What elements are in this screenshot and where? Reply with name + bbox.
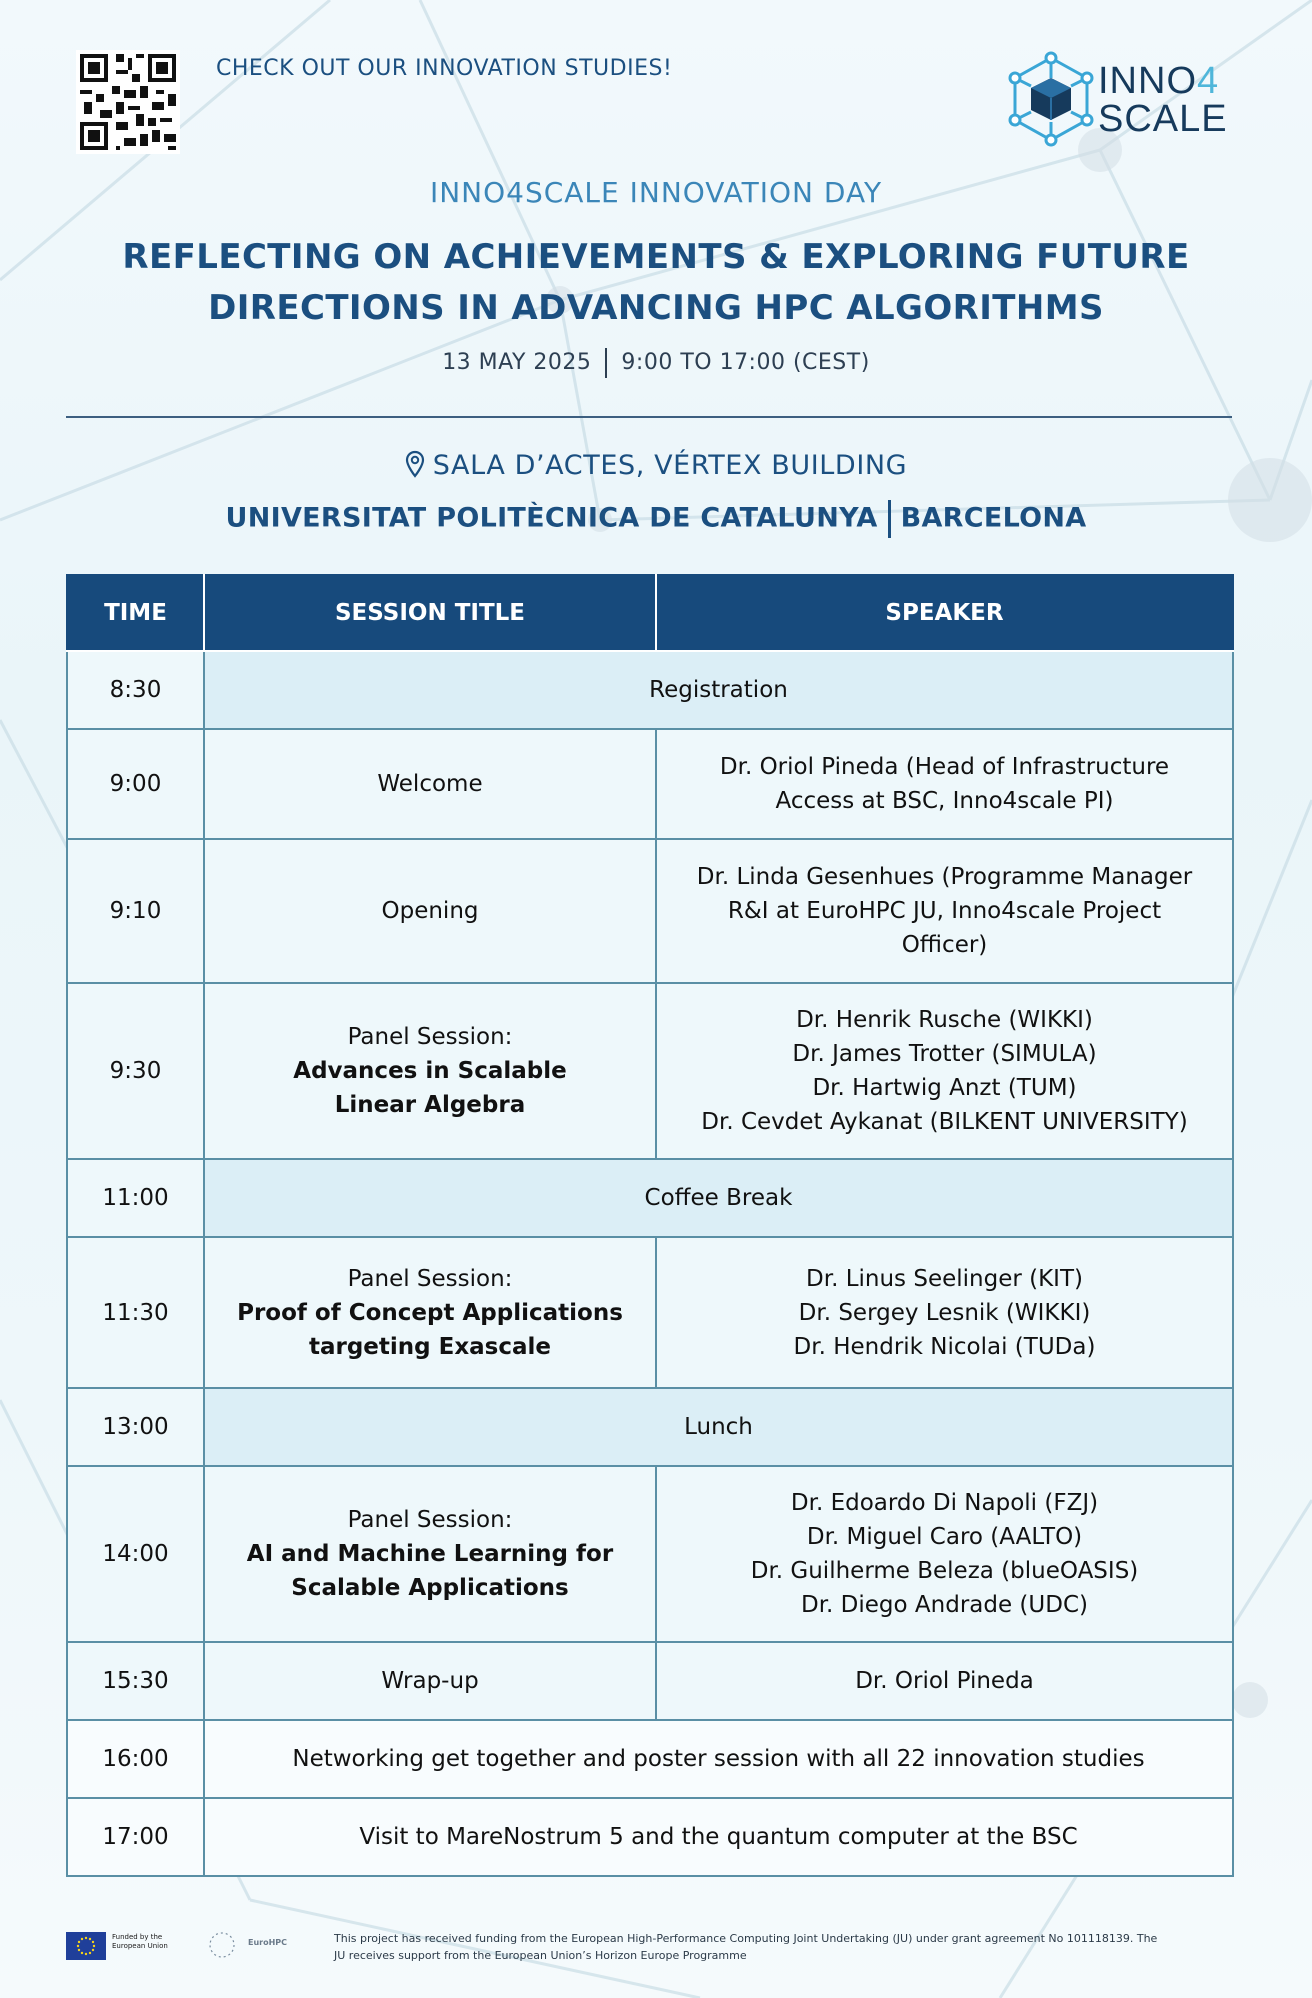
speaker-line: Dr. Miguel Caro (AALTO) <box>806 1524 1083 1550</box>
row-speakers <box>656 839 1233 983</box>
institution-name: UNIVERSITAT POLITÈCNICA DE CATALUNYA <box>225 502 878 534</box>
session-title-line: Proof of Concept Applications <box>237 1299 623 1326</box>
header-speaker: SPEAKER <box>656 575 1233 651</box>
row-time: 14:00 <box>67 1466 204 1642</box>
agenda-row <box>67 839 1233 983</box>
row-time: 8:30 <box>67 651 204 729</box>
session-title-line: AI and Machine Learning for <box>246 1541 614 1567</box>
session-title-line: targeting Exascale <box>308 1333 552 1360</box>
row-speakers <box>656 729 1233 839</box>
agenda-header-row <box>67 575 1233 651</box>
row-session <box>204 1237 656 1388</box>
speaker-line: Dr. Diego Andrade (UDC) <box>801 1592 1088 1618</box>
event-title-line-1: REFLECTING ON ACHIEVEMENTS & EXPLORING FUTURE <box>122 237 1190 277</box>
speaker-line: Dr. Hendrik Nicolai (TUDa) <box>793 1333 1096 1360</box>
funding-line: This project has received funding from the European High-Performance Computing Joint Undertaking (JU) under grant agreement No 101118139. The <box>334 1932 1158 1945</box>
row-speakers <box>656 1642 1233 1720</box>
row-session: Registration <box>204 651 1233 729</box>
logo-word-scale: SCALE <box>1098 98 1228 140</box>
session-title-line: Scalable Applications <box>291 1575 569 1601</box>
funding-line: JU receives support from the European Union’s Horizon Europe Programme <box>334 1949 747 1962</box>
row-time: 17:00 <box>67 1798 204 1876</box>
row-time: 11:00 <box>67 1159 204 1237</box>
speaker-line: R&I at EuroHPC JU, Inno4scale Project <box>727 898 1162 924</box>
speaker-line: Dr. Guilherme Beleza (blueOASIS) <box>750 1558 1139 1584</box>
row-time: 13:00 <box>67 1388 204 1466</box>
logo-wordmark <box>1098 62 1228 138</box>
speaker-line: Dr. Sergey Lesnik (WIKKI) <box>798 1299 1091 1326</box>
institution-line <box>0 500 1312 538</box>
agenda-table <box>66 574 1234 1877</box>
separator <box>888 500 891 538</box>
speaker-line: Dr. Linus Seelinger (KIT) <box>806 1265 1083 1292</box>
venue-line <box>0 450 1312 481</box>
row-session: Lunch <box>204 1388 1233 1466</box>
speaker-line: Dr. Henrik Rusche (WIKKI) <box>796 1007 1093 1033</box>
separator <box>605 348 607 378</box>
agenda-row <box>67 1466 1233 1642</box>
promo-text[interactable]: CHECK OUT OUR INNOVATION STUDIES! <box>216 56 673 81</box>
row-time: 15:30 <box>67 1642 204 1720</box>
row-time: 9:10 <box>67 839 204 983</box>
row-speakers <box>656 983 1233 1159</box>
row-session: Opening <box>204 839 656 983</box>
row-session <box>204 983 656 1159</box>
eurohpc-label: EuroHPC <box>248 1938 288 1947</box>
row-session <box>204 1466 656 1642</box>
row-session: Welcome <box>204 729 656 839</box>
row-time: 9:00 <box>67 729 204 839</box>
session-title-line: Linear Algebra <box>334 1092 526 1118</box>
agenda-row <box>67 651 1233 729</box>
speaker-line: Dr. Cevdet Aykanat (BILKENT UNIVERSITY) <box>701 1109 1188 1135</box>
row-session: Networking get together and poster session with all 22 innovation studies <box>204 1720 1233 1798</box>
qr-code-icon[interactable] <box>76 50 180 154</box>
eu-flag-icon <box>66 1932 106 1960</box>
speaker-line: Access at BSC, Inno4scale PI) <box>775 788 1114 814</box>
event-title-line-2: DIRECTIONS IN ADVANCING HPC ALGORITHMS <box>208 288 1104 328</box>
agenda-row <box>67 729 1233 839</box>
event-title <box>100 232 1212 334</box>
row-time: 11:30 <box>67 1237 204 1388</box>
session-prefix: Panel Session: <box>347 1265 513 1292</box>
agenda-row <box>67 1720 1233 1798</box>
speaker-line: Dr. Oriol Pineda <box>855 1668 1034 1694</box>
eu-funded-label: Funded by the European Union <box>112 1933 168 1950</box>
city-name: BARCELONA <box>900 502 1087 534</box>
row-session: Wrap-up <box>204 1642 656 1720</box>
agenda-row <box>67 1388 1233 1466</box>
agenda-row <box>67 983 1233 1159</box>
agenda-row <box>67 1642 1233 1720</box>
speaker-line: Dr. Hartwig Anzt (TUM) <box>812 1075 1077 1101</box>
logo-word-4: 4 <box>1197 60 1220 102</box>
session-prefix: Panel Session: <box>347 1507 513 1533</box>
venue-name: SALA D’ACTES, VÉRTEX BUILDING <box>432 450 908 481</box>
eurohpc-stars-icon <box>202 1929 242 1961</box>
speaker-line: Dr. Oriol Pineda (Head of Infrastructure <box>719 754 1170 780</box>
header-session: SESSION TITLE <box>204 575 656 651</box>
date-time-line <box>0 348 1312 378</box>
logo-word-inno: INNO <box>1098 60 1197 102</box>
agenda-row <box>67 1798 1233 1876</box>
funding-statement <box>334 1930 1234 1964</box>
speaker-line: Dr. Edoardo Di Napoli (FZJ) <box>790 1490 1099 1516</box>
event-date: 13 MAY 2025 <box>442 350 592 375</box>
row-session: Coffee Break <box>204 1159 1233 1237</box>
divider <box>66 416 1232 418</box>
row-time: 16:00 <box>67 1720 204 1798</box>
row-time: 9:30 <box>67 983 204 1159</box>
location-pin-icon <box>405 450 425 478</box>
event-name: INNO4SCALE INNOVATION DAY <box>429 176 883 209</box>
agenda-row <box>67 1237 1233 1388</box>
session-prefix: Panel Session: <box>347 1024 513 1050</box>
speaker-line: Officer) <box>901 932 988 958</box>
agenda-row <box>67 1159 1233 1237</box>
speaker-line: Dr. James Trotter (SIMULA) <box>792 1041 1097 1067</box>
row-session: Visit to MareNostrum 5 and the quantum computer at the BSC <box>204 1798 1233 1876</box>
speaker-line: Dr. Linda Gesenhues (Programme Manager <box>696 864 1193 890</box>
row-speakers <box>656 1466 1233 1642</box>
row-speakers <box>656 1237 1233 1388</box>
event-time: 9:00 TO 17:00 (CEST) <box>621 350 870 375</box>
header-time: TIME <box>67 575 204 651</box>
session-title-line: Advances in Scalable <box>293 1058 567 1084</box>
